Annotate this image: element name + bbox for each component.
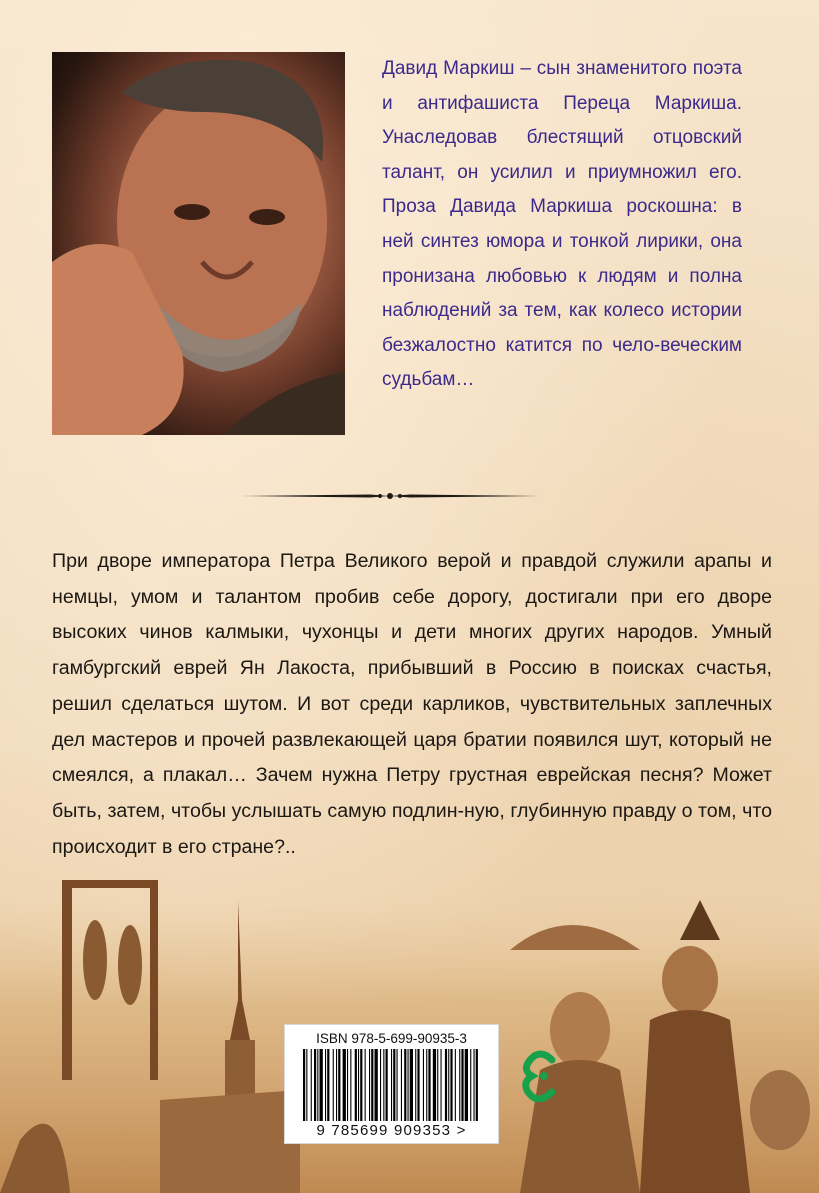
isbn-barcode bbox=[284, 1024, 499, 1144]
isbn-label: ISBN 978-5-699-90935-3 bbox=[316, 1031, 467, 1046]
ornamental-divider bbox=[240, 486, 540, 506]
author-portrait-illustration bbox=[52, 52, 345, 435]
author-photo bbox=[52, 52, 345, 435]
barcode-bars bbox=[303, 1049, 480, 1121]
publisher-logo-icon bbox=[522, 1050, 558, 1102]
book-description: При дворе императора Петра Великого верой и правдой служили арапы и немцы, умом и талантом пробив себе дорогу, достигали при его дворе высоких чинов калмыки, чухонцы и дети многих других народов. Умный гамбургский еврей Ян Лакоста, прибывший в Россию в поисках счастья, решил сделаться шутом. И вот среди карликов, чувствительных заплечных дел мастеров и прочей развлекающей царя братии появился шут, который не смеялся, а плакал… Зачем нужна Петру грустная еврейская песня? Может быть, затем, чтобы услышать самую подлин-ную, глубинную правду о том, что происходит в его стране?.. bbox=[52, 550, 772, 858]
author-bio: Давид Маркиш – сын знаменитого поэта и антифашиста Переца Маркиша. Унаследовав блестящий отцовский талант, он усилил и приумножил его. Проза Давида Маркиша роскошна: в ней синтез юмора и тонкой лирики, она пронизана любовью к людям и полна наблюдений за тем, как колесо истории безжалостно катится по чело-веческим судьбам… bbox=[382, 58, 742, 391]
isbn-digits: 9 785699 909353 > bbox=[316, 1122, 467, 1139]
